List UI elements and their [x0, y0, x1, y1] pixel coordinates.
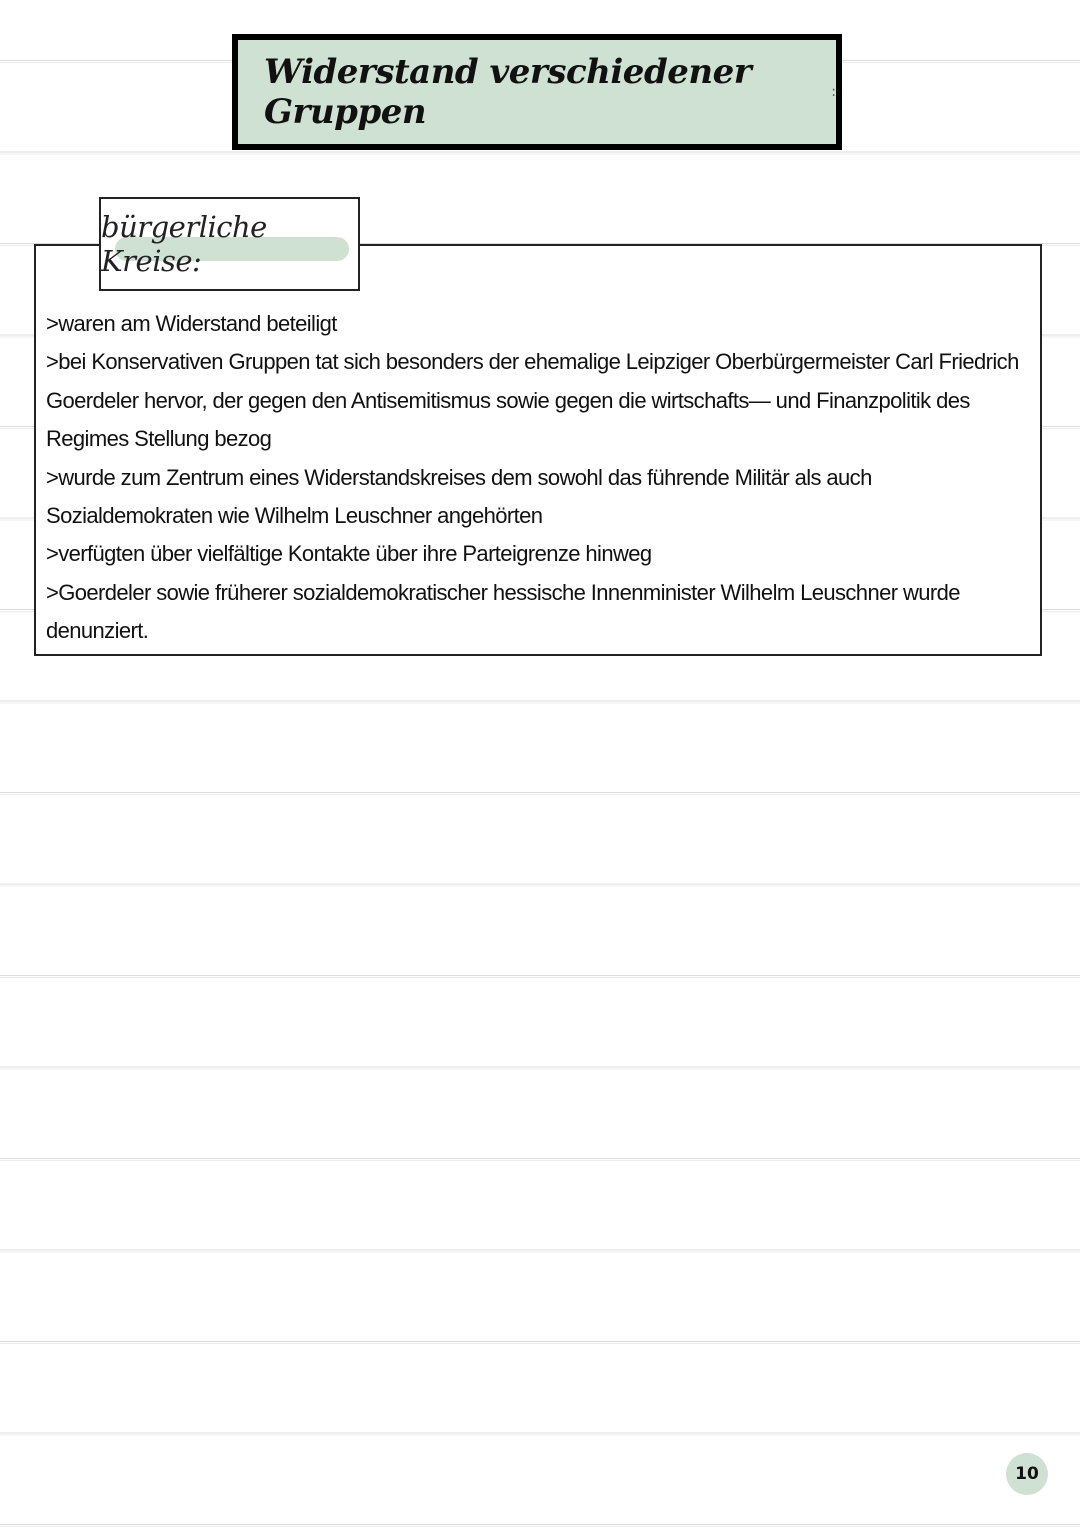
section-body — [46, 305, 1026, 651]
page-number-badge: 10 — [1006, 1453, 1048, 1495]
section-heading: bürgerliche Kreise: — [101, 210, 267, 278]
page-title-box — [232, 34, 842, 150]
list-item: >wurde zum Zentrum eines Widerstandskreises dem sowohl das führende Militär als auch Sozialdemokraten wie Wilhelm Leuschner angehörten — [46, 464, 872, 529]
list-item: >waren am Widerstand beteiligt — [46, 311, 337, 336]
page-title: Widerstand verschiedener Gruppen — [264, 52, 752, 132]
section-heading-box — [99, 197, 360, 291]
list-item: >Goerdeler sowie früherer sozialdemokratischer hessische Innenminister Wilhelm Leuschner wurde denunziert. — [46, 579, 960, 644]
list-item: >verfügten über vielfältige Kontakte über ihre Parteigrenze hinweg — [46, 541, 652, 567]
list-item: >bei Konservativen Gruppen tat sich besonders der ehemalige Leipziger Oberbürgermeister Carl Friedrich Goerdeler hervor, der gegen den Antisemitismus sowie gegen die wirtschafts— und Finanzpolitik des Regimes Stellung bezog — [46, 349, 1019, 452]
page-title-colon: : — [831, 84, 836, 100]
